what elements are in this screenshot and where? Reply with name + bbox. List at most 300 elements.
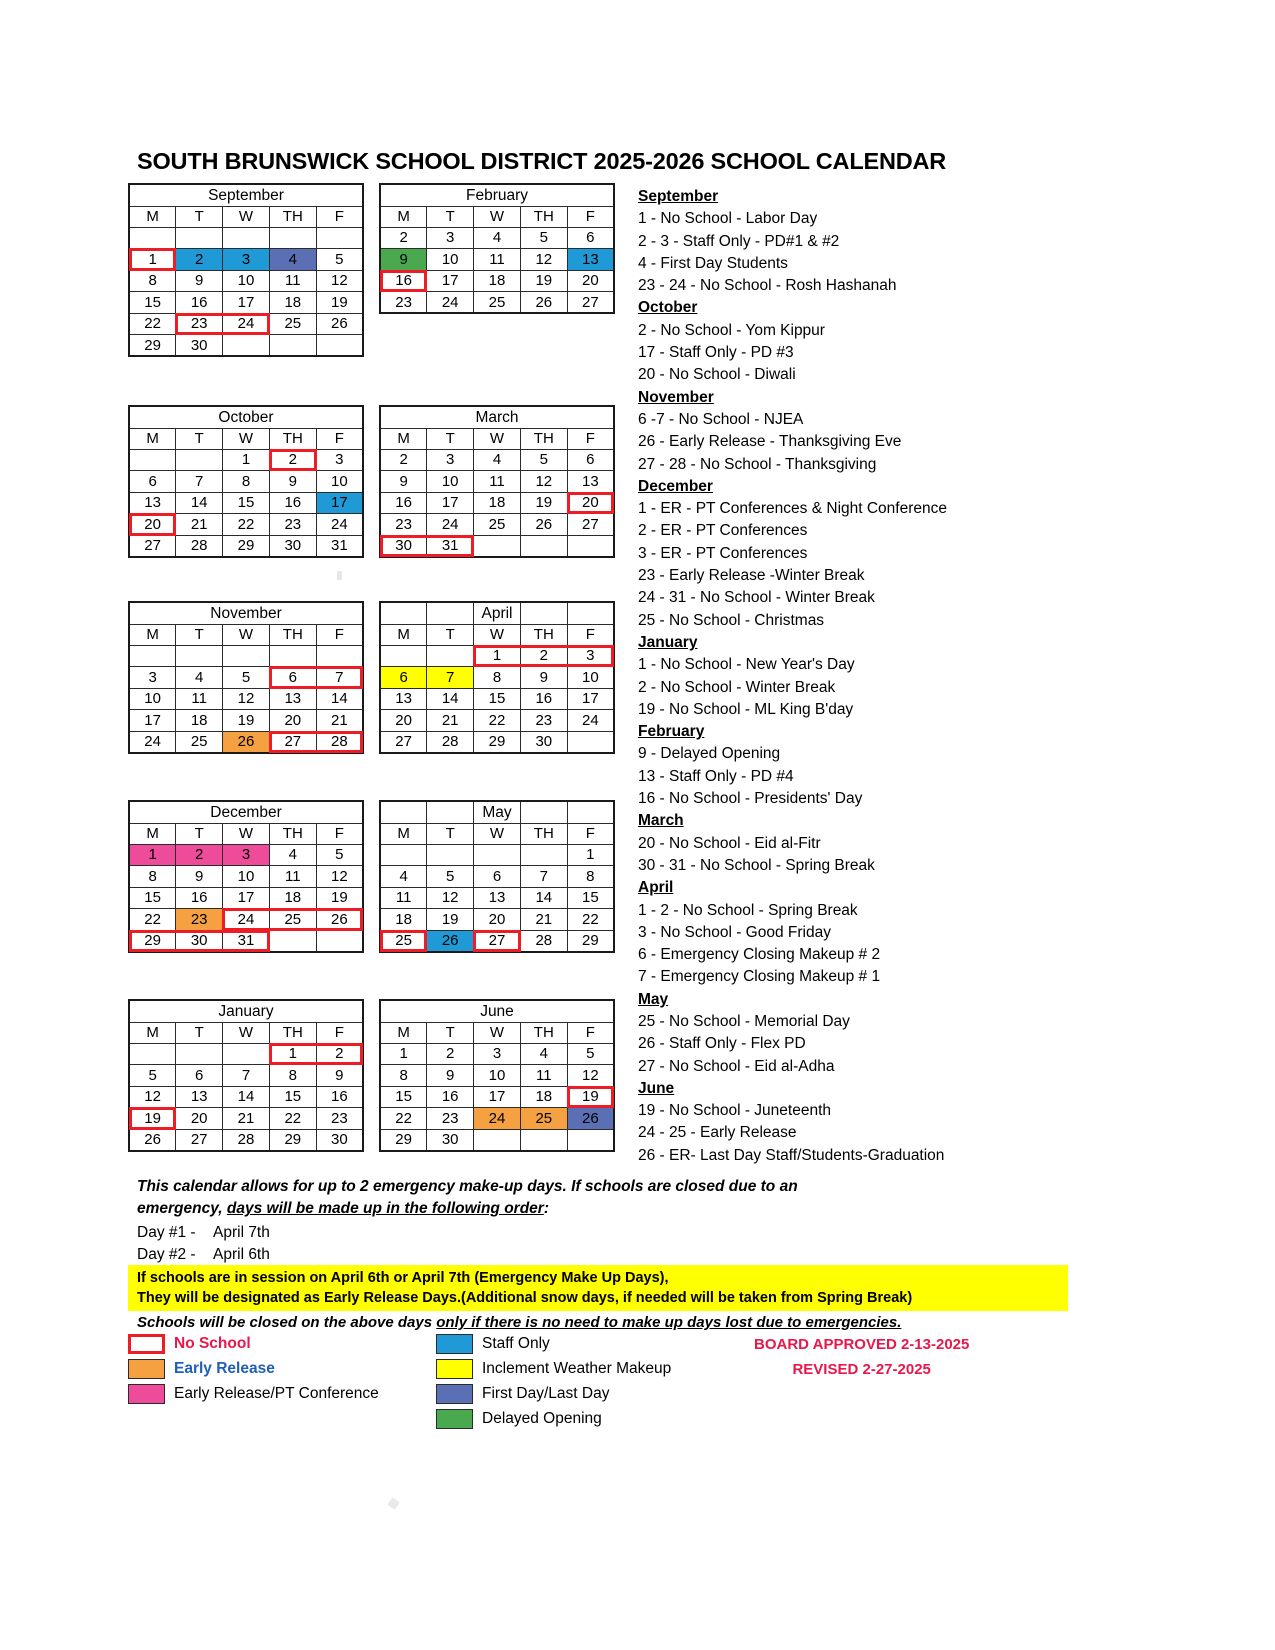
day-cell	[129, 514, 176, 536]
day-number: 19	[535, 272, 553, 290]
empty-cell	[176, 1043, 223, 1065]
notes-column	[638, 186, 1068, 1167]
month-name: September	[129, 184, 363, 206]
week-row	[129, 249, 363, 271]
day-number: 8	[241, 472, 251, 490]
weekday-header-row	[129, 1022, 363, 1043]
month-header-blank	[427, 801, 474, 823]
day-number: 13	[144, 494, 161, 512]
highlighted-notice-line2: They will be designated as Early Release Days.(Additional snow days, if needed will be taken from Spring Break)	[137, 1290, 913, 1306]
day-number: 23	[395, 515, 412, 533]
day-number: 31	[331, 537, 348, 554]
day-cell	[567, 710, 614, 732]
day-number: 9	[335, 1066, 344, 1084]
weekday-header-t: T	[427, 1022, 474, 1043]
notes-item: 23 - 24 - No School - Rosh Hashanah	[638, 277, 897, 295]
day-number: 27	[190, 1131, 208, 1148]
empty-cell	[129, 645, 176, 667]
day-cell	[176, 471, 223, 493]
day-cell	[176, 667, 223, 689]
notes-item: 19 - No School - ML King B'day	[638, 700, 854, 718]
day-number: 2	[539, 647, 548, 665]
day-cell	[427, 471, 474, 493]
day-number: 25	[284, 910, 302, 928]
notes-item: 30 - 31 - No School - Spring Break	[638, 856, 875, 874]
day-cell	[474, 887, 521, 909]
weekday-header-m: M	[129, 428, 176, 449]
day-cell	[223, 471, 270, 493]
notes-month-header: October	[638, 299, 698, 317]
day-cell	[316, 449, 363, 471]
day-cell	[223, 1108, 270, 1130]
day-cell	[427, 449, 474, 471]
empty-cell	[316, 227, 363, 249]
day-number: 31	[441, 537, 459, 554]
day-number: 4	[539, 1045, 548, 1063]
empty-cell	[474, 844, 521, 866]
day-number: 10	[488, 1066, 506, 1084]
day-cell	[567, 449, 614, 471]
day-number: 25	[535, 1109, 553, 1127]
day-cell	[269, 1043, 316, 1065]
day-number: 16	[395, 494, 412, 512]
day-number: 8	[586, 867, 595, 885]
day-number: 10	[582, 668, 599, 686]
day-cell	[567, 1086, 614, 1108]
day-number: 11	[285, 867, 301, 885]
day-cell	[223, 514, 270, 536]
day-number: 21	[237, 1109, 255, 1127]
weekday-header-row	[380, 206, 614, 227]
day-cell	[316, 844, 363, 866]
week-row	[129, 492, 363, 514]
month-header-row	[380, 406, 614, 428]
day-cell	[380, 688, 427, 710]
day-number: 30	[284, 537, 302, 554]
day-cell	[269, 270, 316, 292]
month-table	[128, 601, 364, 754]
day-number: 17	[331, 494, 348, 512]
approval-block	[754, 1333, 969, 1381]
day-cell	[474, 1086, 521, 1108]
day-number: 12	[144, 1088, 161, 1106]
weekday-header-th: TH	[520, 624, 567, 645]
day-cell	[316, 688, 363, 710]
day-cell	[316, 887, 363, 909]
day-number: 10	[144, 690, 161, 708]
day-number: 29	[582, 932, 599, 949]
day-number: 4	[399, 867, 408, 885]
month-table	[379, 800, 615, 953]
notes-item: 25 - No School - Memorial Day	[638, 1012, 850, 1030]
day-cell	[427, 688, 474, 710]
week-row	[129, 514, 363, 536]
day-cell	[380, 449, 427, 471]
day-cell	[474, 688, 521, 710]
day-number: 19	[582, 1088, 599, 1106]
day-cell	[129, 249, 176, 271]
day-number: 12	[535, 472, 553, 490]
day-number: 16	[284, 494, 302, 512]
day-number: 24	[582, 711, 599, 729]
day-number: 16	[395, 272, 412, 290]
day-cell	[380, 710, 427, 732]
notes-item: 26 - ER- Last Day Staff/Students-Graduation	[638, 1146, 945, 1164]
day-cell	[474, 731, 521, 753]
day-number: 28	[190, 537, 208, 554]
weekday-header-th: TH	[269, 206, 316, 227]
notes-month-header: March	[638, 812, 684, 830]
day-cell	[380, 227, 427, 249]
day-cell	[427, 227, 474, 249]
day-number: 3	[446, 451, 455, 469]
day-number: 9	[399, 250, 408, 268]
day-cell	[316, 313, 363, 335]
day-cell	[474, 866, 521, 888]
makeup-day-1	[137, 1222, 270, 1244]
day-number: 31	[237, 932, 255, 949]
legend-swatch-firstlast	[436, 1384, 473, 1404]
week-row	[380, 930, 614, 952]
weekday-header-th: TH	[269, 428, 316, 449]
day-cell	[427, 667, 474, 689]
day-cell	[223, 731, 270, 753]
day-number: 17	[488, 1088, 506, 1106]
day-number: 5	[586, 1045, 595, 1063]
emergency-note-line1: This calendar allows for up to 2 emergency make-up days. If schools are closed due to an	[137, 1178, 798, 1195]
day-number: 6	[586, 229, 595, 247]
day-number: 18	[395, 910, 412, 928]
month-header-row	[129, 801, 363, 823]
day-number: 16	[190, 889, 208, 907]
day-cell	[380, 930, 427, 952]
day-number: 6	[586, 451, 595, 469]
month-header-row	[129, 1000, 363, 1022]
day-cell	[223, 492, 270, 514]
weekday-header-f: F	[567, 206, 614, 227]
day-number: 15	[582, 889, 599, 907]
day-number: 2	[195, 846, 204, 864]
day-number: 4	[195, 668, 204, 686]
day-cell	[380, 866, 427, 888]
day-cell	[520, 449, 567, 471]
day-cell	[567, 471, 614, 493]
day-number: 23	[284, 515, 302, 533]
notes-item: 26 - Early Release - Thanksgiving Eve	[638, 433, 902, 451]
weekday-header-w: W	[223, 1022, 270, 1043]
week-row	[380, 270, 614, 292]
empty-cell	[176, 645, 223, 667]
day-number: 4	[492, 229, 502, 247]
week-row	[380, 710, 614, 732]
week-row	[380, 292, 614, 314]
day-number: 24	[441, 293, 459, 311]
notes-item: 16 - No School - Presidents' Day	[638, 790, 863, 808]
month-header-blank	[520, 801, 567, 823]
day-number: 12	[331, 272, 348, 290]
day-number: 30	[190, 336, 208, 354]
week-row	[380, 1108, 614, 1130]
notes-item: 24 - 25 - Early Release	[638, 1124, 797, 1142]
board-approved-text: BOARD APPROVED 2-13-2025	[754, 1336, 970, 1353]
day-cell	[316, 667, 363, 689]
empty-cell	[567, 535, 614, 557]
day-number: 1	[586, 846, 595, 864]
week-row	[380, 514, 614, 536]
weekday-header-t: T	[427, 823, 474, 844]
notes-item: 6 -7 - No School - NJEA	[638, 410, 804, 428]
day-cell	[520, 866, 567, 888]
month-name: April	[474, 602, 521, 624]
weekday-header-f: F	[567, 1022, 614, 1043]
day-cell	[380, 471, 427, 493]
notes-item: 1 - ER - PT Conferences & Night Conference	[638, 500, 947, 518]
notes-month-header: April	[638, 879, 674, 897]
day-number: 10	[237, 272, 255, 290]
day-cell	[316, 249, 363, 271]
emergency-note-line2	[137, 1198, 947, 1220]
day-number: 29	[395, 1131, 412, 1148]
day-number: 9	[539, 668, 548, 686]
day-number: 5	[539, 229, 548, 247]
month-name: June	[380, 1000, 614, 1022]
day-cell	[520, 1108, 567, 1130]
week-row	[129, 1108, 363, 1130]
empty-cell	[380, 844, 427, 866]
day-cell	[567, 227, 614, 249]
week-row	[380, 645, 614, 667]
empty-cell	[316, 645, 363, 667]
day-number: 17	[144, 711, 161, 729]
week-row	[129, 866, 363, 888]
weekday-header-m: M	[129, 206, 176, 227]
day-cell	[520, 514, 567, 536]
day-number: 27	[284, 733, 302, 750]
empty-cell	[380, 645, 427, 667]
day-number: 26	[331, 910, 348, 928]
day-cell	[129, 887, 176, 909]
day-cell	[223, 1129, 270, 1151]
day-cell	[316, 514, 363, 536]
day-cell	[223, 313, 270, 335]
day-cell	[176, 1065, 223, 1087]
day-cell	[567, 270, 614, 292]
day-cell	[567, 514, 614, 536]
day-cell	[520, 227, 567, 249]
day-cell	[567, 866, 614, 888]
day-number: 5	[335, 250, 344, 268]
legend-row	[128, 1382, 379, 1405]
empty-cell	[520, 535, 567, 557]
day-cell	[427, 887, 474, 909]
day-cell	[316, 1086, 363, 1108]
day-cell	[129, 313, 176, 335]
day-number: 23	[535, 711, 553, 729]
weekday-header-row	[380, 1022, 614, 1043]
day-cell	[427, 270, 474, 292]
day-cell	[269, 1108, 316, 1130]
day-number: 6	[148, 472, 157, 490]
month-header-row	[129, 602, 363, 624]
day-cell	[520, 909, 567, 931]
day-number: 14	[237, 1088, 255, 1106]
day-number: 28	[237, 1131, 255, 1148]
day-number: 17	[441, 272, 459, 290]
weekday-header-t: T	[176, 428, 223, 449]
day-number: 10	[441, 250, 459, 268]
legend-row	[436, 1357, 671, 1380]
day-cell	[427, 492, 474, 514]
day-number: 18	[488, 494, 506, 512]
day-number: 20	[582, 494, 599, 512]
day-number: 6	[399, 668, 408, 686]
week-row	[129, 535, 363, 557]
notes-item: 1 - 2 - No School - Spring Break	[638, 901, 858, 919]
month-name: November	[129, 602, 363, 624]
day-cell	[567, 688, 614, 710]
notes-month-header: December	[638, 477, 713, 495]
notes-item: 3 - No School - Good Friday	[638, 923, 831, 941]
weekday-header-row	[380, 428, 614, 449]
month-calendar-september	[128, 183, 364, 357]
day-number: 24	[237, 910, 255, 928]
legend-label: Early Release	[174, 1359, 275, 1377]
day-number: 18	[488, 272, 506, 290]
day-number: 7	[335, 668, 344, 686]
day-cell	[380, 514, 427, 536]
day-cell	[129, 844, 176, 866]
weekday-header-f: F	[567, 624, 614, 645]
day-number: 13	[284, 690, 302, 708]
day-cell	[520, 930, 567, 952]
month-table	[128, 183, 364, 357]
day-number: 22	[144, 315, 161, 333]
day-cell	[269, 514, 316, 536]
day-number: 11	[489, 250, 505, 268]
day-number: 25	[395, 932, 412, 949]
month-calendar-april	[379, 601, 615, 754]
day-cell	[269, 667, 316, 689]
week-row	[129, 667, 363, 689]
day-number: 7	[539, 867, 548, 885]
day-number: 19	[535, 494, 553, 512]
week-row	[380, 887, 614, 909]
day-cell	[129, 710, 176, 732]
legend-row	[436, 1382, 671, 1405]
day-cell	[567, 667, 614, 689]
empty-cell	[176, 449, 223, 471]
day-cell	[316, 710, 363, 732]
day-number: 5	[446, 867, 455, 885]
day-cell	[427, 930, 474, 952]
day-cell	[223, 866, 270, 888]
day-cell	[567, 844, 614, 866]
notes-item: 26 - Staff Only - Flex PD	[638, 1035, 806, 1053]
day-cell	[474, 270, 521, 292]
legend-label: Early Release/PT Conference	[174, 1384, 379, 1402]
weekday-header-t: T	[427, 428, 474, 449]
weekday-header-th: TH	[269, 823, 316, 844]
notes-month-header: January	[638, 633, 698, 651]
day-number: 20	[284, 711, 302, 729]
day-cell	[380, 270, 427, 292]
day-cell	[567, 492, 614, 514]
day-cell	[223, 844, 270, 866]
legend-swatch-early	[128, 1359, 165, 1379]
day-number: 26	[441, 932, 459, 949]
day-number: 2	[399, 451, 408, 469]
week-row	[129, 471, 363, 493]
day-number: 3	[148, 668, 157, 686]
month-header-blank	[380, 801, 427, 823]
day-cell	[129, 930, 176, 952]
month-table	[128, 800, 364, 953]
weekday-header-t: T	[427, 206, 474, 227]
day-cell	[269, 1065, 316, 1087]
week-row	[380, 688, 614, 710]
month-header-blank	[567, 602, 614, 624]
month-calendar-june	[379, 999, 615, 1152]
day-cell	[176, 1108, 223, 1130]
notes-month-header: November	[638, 388, 714, 406]
week-row	[380, 1043, 614, 1065]
day-cell	[380, 292, 427, 314]
day-cell	[223, 270, 270, 292]
day-cell	[427, 514, 474, 536]
day-number: 4	[288, 250, 297, 268]
legend-label: Delayed Opening	[482, 1409, 602, 1427]
day-cell	[223, 930, 270, 952]
day-number: 22	[144, 910, 161, 928]
month-header-row	[380, 184, 614, 206]
day-cell	[520, 492, 567, 514]
day-number: 16	[535, 690, 553, 708]
day-number: 24	[331, 515, 348, 533]
day-number: 1	[399, 1045, 408, 1063]
month-header-blank	[567, 801, 614, 823]
weekday-header-f: F	[567, 823, 614, 844]
legend-swatch-inclem	[436, 1359, 473, 1379]
day-cell	[316, 1129, 363, 1151]
day-cell	[129, 535, 176, 557]
day-cell	[176, 492, 223, 514]
day-cell	[316, 471, 363, 493]
weekday-header-f: F	[316, 1022, 363, 1043]
day-cell	[223, 1086, 270, 1108]
day-number: 24	[237, 315, 255, 333]
day-cell	[223, 535, 270, 557]
day-number: 1	[288, 1045, 297, 1063]
day-number: 23	[395, 293, 412, 311]
day-cell	[427, 292, 474, 314]
week-row	[380, 227, 614, 249]
day-number: 17	[441, 494, 459, 512]
day-number: 25	[284, 315, 302, 333]
notes-month-header: June	[638, 1079, 675, 1097]
day-number: 23	[190, 910, 208, 928]
day-number: 3	[586, 647, 595, 665]
day-number: 19	[237, 711, 255, 729]
day-cell	[269, 535, 316, 557]
day-number: 26	[331, 315, 348, 333]
day-number: 26	[535, 515, 553, 533]
empty-cell	[129, 449, 176, 471]
month-name: January	[129, 1000, 363, 1022]
day-cell	[520, 887, 567, 909]
empty-cell	[129, 227, 176, 249]
day-cell	[269, 731, 316, 753]
day-cell	[223, 887, 270, 909]
